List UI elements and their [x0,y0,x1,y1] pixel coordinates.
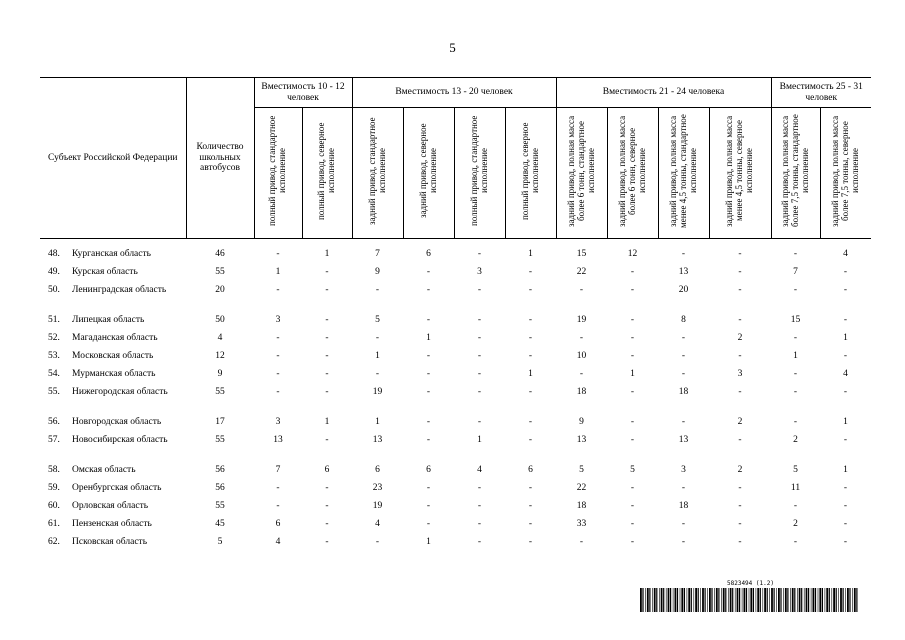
value-cell: - [276,351,280,361]
group-header-10-12: Вместимость 10 - 12 человек [254,78,352,108]
value-cell: 1 [528,369,533,379]
barcode-image [640,588,860,612]
value-cell: 1 [375,417,380,427]
value-cell: 1 [793,351,798,361]
bus-count: 56 [215,465,225,475]
value-cell: - [477,537,482,547]
value-cell: 13 [372,435,383,445]
value-cell: 18 [678,501,689,511]
value-cell: - [375,369,380,379]
value-cell: - [426,417,431,427]
value-cell: - [325,351,329,361]
value-cell: - [681,519,686,529]
value-cell: 6 [426,465,431,475]
value-cell: - [843,483,848,493]
table-row [40,483,871,501]
value-cell: - [325,435,329,445]
value-cell: 1 [275,267,281,277]
table-row [40,537,871,555]
region-name: Московская область [72,351,154,361]
row-number: 61. [48,519,60,529]
value-cell: - [426,315,431,325]
value-cell: - [477,285,482,295]
value-cell: - [630,351,635,361]
subject-header: Субъект Российской Федерации [40,78,186,239]
table-body [40,239,871,556]
value-cell: 1 [528,249,533,259]
value-cell: - [843,435,848,445]
value-cell: - [738,483,742,493]
value-cell: - [325,315,329,325]
value-cell: - [477,351,482,361]
value-cell: 6 [528,465,533,475]
region-name: Оренбургская область [72,483,162,493]
value-cell: - [843,387,848,397]
value-cell: 5 [579,465,584,475]
value-cell: 13 [576,435,587,445]
subcolumn-header: задний привод, полная масса менее 4,5 тонны, северное исполнение [709,108,771,239]
value-cell: 7 [793,267,798,277]
value-cell: - [426,387,431,397]
row-number: 56. [48,417,60,427]
value-cell: 2 [737,417,743,427]
value-cell: - [426,501,431,511]
value-cell: - [793,333,798,343]
bus-count: 20 [215,285,225,295]
value-cell: - [630,315,635,325]
value-cell: - [528,519,533,529]
value-cell: - [738,267,742,277]
row-number: 62. [48,537,60,547]
value-cell: - [426,483,431,493]
value-cell: - [477,333,482,343]
subcolumn-header: задний привод, полная масса менее 4,5 тонны, стандартное исполнение [658,108,709,239]
group-header-21-24: Вместимость 21 - 24 человека [556,78,771,108]
value-cell: 2 [793,435,798,445]
bus-count: 46 [215,249,225,259]
table-row [40,501,871,519]
subcolumn-header: задний привод, северное исполнение [403,108,454,239]
value-cell: - [681,249,686,259]
value-cell: 1 [324,417,330,427]
value-cell: - [681,351,686,361]
value-cell: 9 [375,267,380,277]
value-cell: 1 [477,435,482,445]
subcolumn-header: задний привод, полная масса более 6 тонн, северное исполнение [607,108,658,239]
region-name: Омская область [72,465,136,475]
value-cell: - [681,537,686,547]
region-name: Нижегородская область [72,387,168,397]
value-cell: 6 [275,519,281,529]
value-cell: 1 [843,417,848,427]
value-cell: 3 [737,369,743,379]
value-cell: - [477,483,482,493]
value-cell: - [325,369,329,379]
value-cell: 4 [275,537,281,547]
value-cell: - [681,369,686,379]
value-cell: 9 [579,417,584,427]
subcolumn-header: полный привод, северное исполнение [505,108,556,239]
table-row [40,315,871,333]
value-cell: - [528,285,533,295]
value-cell: 1 [375,351,380,361]
region-name: Курская область [72,267,138,277]
value-cell: 1 [426,537,431,547]
value-cell: - [477,249,482,259]
bus-count: 9 [217,369,223,379]
row-number: 49. [48,267,60,277]
bus-count: 50 [215,315,225,325]
value-cell: 4 [375,519,380,529]
value-cell: 5 [375,315,380,325]
value-cell: 3 [477,267,482,277]
value-cell: 10 [576,351,587,361]
page-number: 5 [449,40,456,55]
table-row [40,465,871,483]
value-cell: - [325,285,329,295]
value-cell: - [528,351,533,361]
value-cell: 13 [273,435,283,445]
value-cell: - [630,483,635,493]
value-cell: - [325,267,329,277]
value-cell: - [325,519,329,529]
group-header-25-31: Вместимость 25 - 31 человек [771,78,871,108]
value-cell: - [276,387,280,397]
barcode-label: 5823494 (1.2) [727,580,774,587]
value-cell: 22 [576,267,587,277]
value-cell: - [738,315,742,325]
value-cell: - [630,435,635,445]
region-name: Ленинградская область [72,285,167,295]
value-cell: 20 [678,285,689,295]
value-cell: - [738,435,742,445]
value-cell: - [375,333,380,343]
count-header: Количество школьных автобусов [186,78,254,239]
bus-count: 5 [217,537,223,547]
value-cell: - [630,267,635,277]
value-cell: - [843,501,848,511]
value-cell: 18 [576,387,587,397]
region-name: Орловская область [72,501,149,511]
value-cell: - [630,537,635,547]
school-bus-table [40,77,871,555]
value-cell: - [528,387,533,397]
value-cell: - [528,417,533,427]
region-name: Липецкая область [72,315,145,325]
value-cell: - [681,483,686,493]
value-cell: 19 [372,501,383,511]
row-number: 50. [48,285,60,295]
table-row [40,239,871,268]
value-cell: 5 [630,465,635,475]
value-cell: - [426,369,431,379]
value-cell: - [681,333,686,343]
value-cell: 4 [843,369,848,379]
row-number: 52. [48,333,60,343]
value-cell: - [630,285,635,295]
value-cell: - [325,387,329,397]
bus-count: 56 [215,483,225,493]
subcolumn-header: задний привод, полная масса более 7,5 тонны, стандартное исполнение [771,108,820,239]
subcolumn-header: полный привод, стандартное исполнение [454,108,505,239]
region-name: Псковская область [72,537,148,547]
row-number: 58. [48,465,60,475]
value-cell: - [276,369,280,379]
value-cell: 1 [843,333,848,343]
table-row [40,351,871,369]
value-cell: - [843,267,848,277]
value-cell: - [793,501,798,511]
value-cell: - [426,285,431,295]
table-header [40,78,871,239]
value-cell: - [579,537,584,547]
value-cell: - [738,351,742,361]
row-number: 54. [48,369,60,379]
value-cell: - [630,519,635,529]
table-row [40,333,871,351]
subcolumn-header: задний привод, полная масса более 6 тонн, стандартное исполнение [556,108,607,239]
table-row [40,387,871,417]
subcolumn-header: полный привод, стандартное исполнение [254,108,302,239]
bus-count: 17 [215,417,225,427]
bus-count: 55 [215,267,225,277]
value-cell: - [843,537,848,547]
region-name: Магаданская область [72,333,158,343]
group-header-13-20: Вместимость 13 - 20 человек [352,78,556,108]
value-cell: - [738,537,742,547]
value-cell: 13 [678,435,689,445]
value-cell: - [477,501,482,511]
value-cell: - [426,351,431,361]
value-cell: - [843,285,848,295]
value-cell: - [793,249,798,259]
value-cell: 5 [793,465,798,475]
row-number: 59. [48,483,60,493]
value-cell: - [375,537,380,547]
value-cell: - [579,333,584,343]
region-name: Мурманская область [72,369,156,379]
value-cell: - [738,387,742,397]
row-number: 57. [48,435,60,445]
value-cell: 3 [275,417,281,427]
value-cell: 7 [375,249,380,259]
value-cell: 13 [678,267,689,277]
value-cell: - [528,333,533,343]
value-cell: - [793,417,798,427]
value-cell: - [793,369,798,379]
table-row [40,435,871,465]
value-cell: - [477,519,482,529]
value-cell: - [843,519,848,529]
value-cell: 1 [630,369,635,379]
value-cell: - [528,483,533,493]
value-cell: 7 [275,465,281,475]
value-cell: - [325,333,329,343]
value-cell: - [477,315,482,325]
value-cell: - [843,351,848,361]
row-number: 48. [48,249,60,259]
value-cell: 6 [324,465,330,475]
value-cell: 8 [681,315,686,325]
table-row [40,285,871,315]
value-cell: - [528,267,533,277]
value-cell: 6 [426,249,431,259]
value-cell: - [426,435,431,445]
value-cell: 22 [576,483,587,493]
value-cell: 12 [627,249,638,259]
table-row [40,369,871,387]
bus-count: 55 [215,387,225,397]
value-cell: - [630,417,635,427]
row-number: 55. [48,387,60,397]
value-cell: - [793,387,798,397]
value-cell: - [276,483,280,493]
table-row [40,267,871,285]
value-cell: 15 [576,249,587,259]
value-cell: - [579,369,584,379]
value-cell: 2 [793,519,798,529]
value-cell: - [528,501,533,511]
value-cell: - [738,249,742,259]
value-cell: 3 [681,465,686,475]
value-cell: 2 [737,333,743,343]
subcolumn-header: задний привод, полная масса более 7,5 тонны, северное исполнение [820,108,871,239]
value-cell: - [325,483,329,493]
value-cell: - [528,315,533,325]
value-cell: 15 [790,315,801,325]
value-cell: - [843,315,848,325]
value-cell: 23 [372,483,383,493]
row-number: 51. [48,315,60,325]
row-number: 60. [48,501,60,511]
value-cell: 1 [324,249,330,259]
value-cell: - [477,417,482,427]
bus-count: 12 [215,351,225,361]
value-cell: - [375,285,380,295]
value-cell: - [630,333,635,343]
value-cell: - [276,249,280,259]
region-name: Новосибирская область [72,435,168,445]
value-cell: - [738,285,742,295]
value-cell: 4 [843,249,848,259]
value-cell: - [276,285,280,295]
subcolumn-header: полный привод, северное исполнение [302,108,352,239]
value-cell: - [528,537,533,547]
value-cell: - [579,285,584,295]
value-cell: 11 [790,483,801,493]
value-cell: 19 [372,387,383,397]
value-cell: 19 [576,315,587,325]
value-cell: 4 [477,465,482,475]
value-cell: - [528,435,533,445]
value-cell: 1 [843,465,848,475]
value-cell: - [276,501,280,511]
value-cell: 3 [275,315,281,325]
value-cell: - [738,519,742,529]
table-row [40,417,871,435]
value-cell: - [276,333,280,343]
bus-count: 55 [215,501,225,511]
subcolumn-header: задний привод, стандартное исполнение [352,108,403,239]
region-name: Пензенская область [72,519,152,529]
value-cell: - [793,537,798,547]
bus-count: 45 [215,519,225,529]
value-cell: - [738,501,742,511]
row-number: 53. [48,351,60,361]
region-name: Новгородская область [72,417,162,427]
value-cell: 6 [375,465,380,475]
value-cell: 2 [737,465,743,475]
value-cell: - [325,501,329,511]
value-cell: - [681,417,686,427]
value-cell: - [426,267,431,277]
value-cell: 1 [426,333,431,343]
value-cell: 18 [576,501,587,511]
value-cell: - [426,519,431,529]
value-cell: 33 [576,519,587,529]
value-cell: 18 [678,387,689,397]
bus-count: 55 [215,435,225,445]
value-cell: - [630,501,635,511]
value-cell: - [630,387,635,397]
value-cell: - [325,537,329,547]
value-cell: - [477,369,482,379]
value-cell: - [477,387,482,397]
region-name: Курганская область [72,249,151,259]
value-cell: - [793,285,798,295]
bus-count: 4 [217,333,223,343]
table-row [40,519,871,537]
